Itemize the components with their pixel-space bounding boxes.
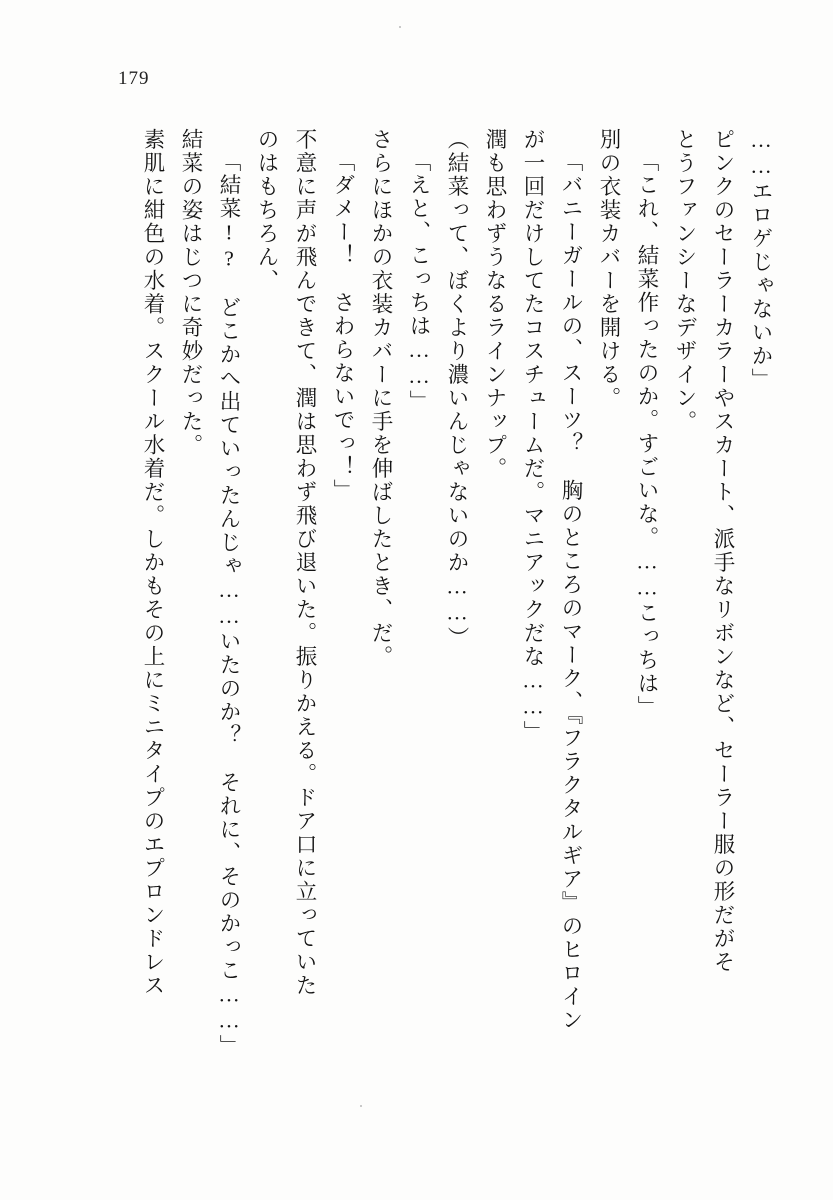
paper-speck bbox=[399, 26, 401, 28]
page-number: 179 bbox=[118, 68, 150, 89]
text-line: 「ダメー！ さわらないでっ！」 bbox=[331, 150, 355, 503]
text-line: 別の衣装カバーを開ける。 bbox=[597, 128, 621, 410]
text-line: のはもちろん、 bbox=[255, 128, 279, 293]
text-line: 「結菜!? どこかへ出ていったんじゃ……いたのか？ それに、そのかっこ……」 bbox=[217, 150, 241, 1058]
paper-speck bbox=[360, 1105, 362, 1107]
text-line: 潤も思わずうなるラインナップ。 bbox=[483, 128, 507, 481]
text-line: 「バニーガールの、スーツ？ 胸のところのマーク、『フラクタルギア』のヒロイン bbox=[559, 150, 583, 1033]
text-line: が一回だけしてたコスチュームだ。マニアックだな……」 bbox=[521, 128, 545, 744]
text-line: ……エロゲじゃないか」 bbox=[749, 128, 773, 392]
text-line: とうファンシーなデザイン。 bbox=[673, 128, 697, 434]
vertical-text-body bbox=[141, 128, 773, 1088]
text-line: 素肌に紺色の水着。スクール水着だ。しかもその上にミニタイプのエプロンドレス bbox=[141, 128, 165, 998]
text-line: （結菜って、ぼくより濃いんじゃないのか……） bbox=[445, 128, 469, 650]
text-line: さらにほかの衣装カバーに手を伸ばしたとき、だ。 bbox=[369, 128, 393, 669]
text-line: 「えと、こっちは……」 bbox=[407, 150, 431, 414]
text-line: 「これ、結菜作ったのか。すごいな。……こっちは」 bbox=[635, 150, 659, 719]
text-line: 不意に声が飛んできて、潤は思わず飛び退いた。振りかえる。ドア口に立っていた bbox=[293, 128, 317, 998]
text-line: ピンクのセーラーカラーやスカート、派手なリボンなど、セーラー服の形だがそ bbox=[711, 128, 735, 974]
text-line: 結菜の姿はじつに奇妙だった。 bbox=[179, 128, 203, 457]
